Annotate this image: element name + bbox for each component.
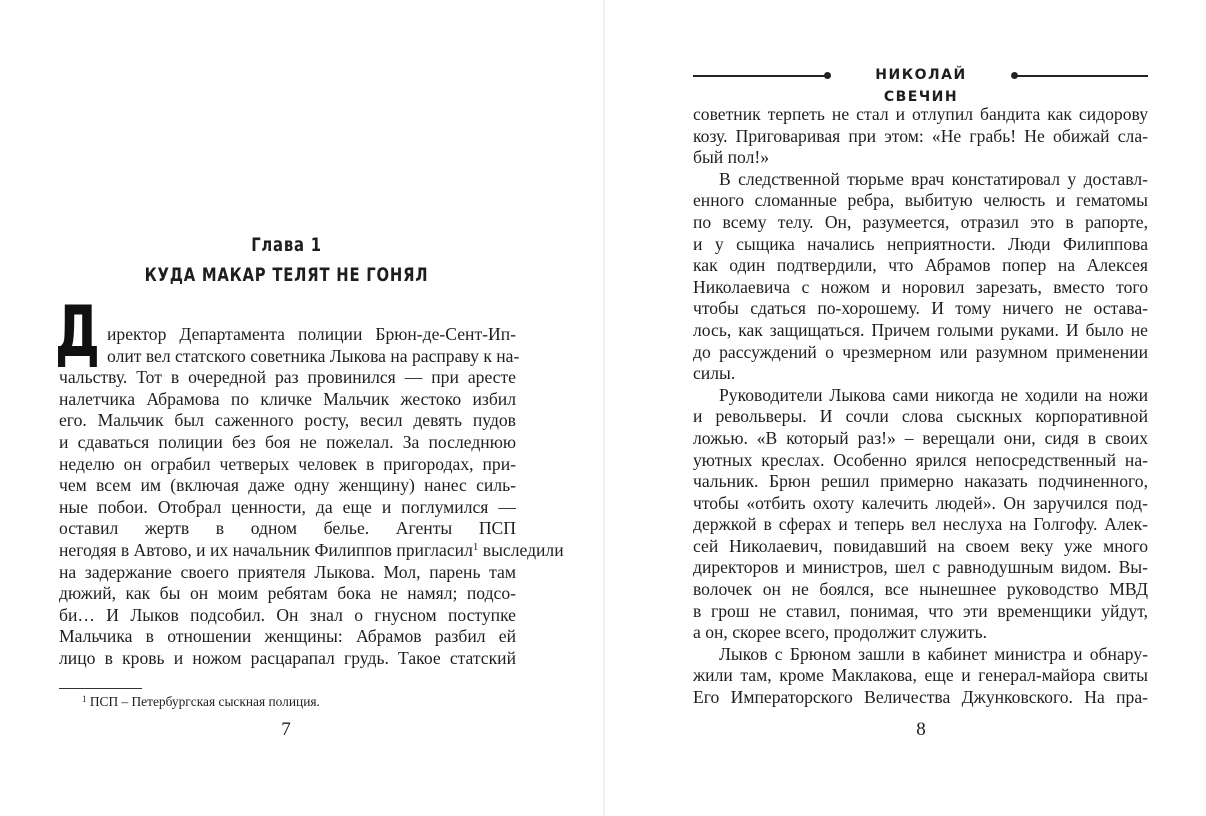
text-line: олит вел статского советника Лыкова на расправу к на- xyxy=(107,345,520,366)
text-line: волочек он не боялся, все нынешнее руководство МВД xyxy=(693,579,1148,600)
text-line: козу. Приговаривая при этом: «Не грабь! Не обижай сла- xyxy=(693,125,1148,146)
footnote-divider xyxy=(59,688,142,689)
text-line-with-footnote xyxy=(59,539,564,562)
text-line: ложью. «В который раз!» – верещали они, сидя в своих xyxy=(693,427,1148,448)
text-line: Его Императорского Величества Джунковского. На пра- xyxy=(693,687,1148,708)
text-line: до рассуждений о чрезмерном или разумном применении xyxy=(693,341,1148,362)
text-line: енного сломанные ребра, выбитую челюсть и гематомы xyxy=(693,190,1148,211)
text-line: его. Мальчик был саженного росту, весил девять пудов xyxy=(59,410,516,431)
text-line: неделю он ограбил четверых человек в пригородах, при- xyxy=(59,453,516,474)
chapter-title: КУДА МАКАР ТЕЛЯТ НЕ ГОНЯЛ xyxy=(144,264,429,286)
text-line: силы. xyxy=(693,363,736,384)
text-line: жили там, кроме Маклакова, еще и генерал-майора свиты xyxy=(693,665,1148,686)
drop-cap: Д xyxy=(55,291,100,373)
text-line: а он, скорее всего, продолжит служить. xyxy=(693,622,987,643)
text-line: чем всем им (включая даже одну женщину) нанес силь- xyxy=(59,475,516,496)
text-line: чальству. Тот в очередной раз провинился — при аресте xyxy=(59,367,516,388)
text-line: уютных креслах. Особенно ярился непосредственный на- xyxy=(693,449,1148,470)
text-line: оставил жертв в одном белье. Агенты ПСП xyxy=(59,518,516,539)
text-line: и у сыщика начались неприятности. Люди Филиппова xyxy=(693,233,1148,254)
text-line: чальник. Брюн решил примерно наказать подчиненного, xyxy=(693,471,1148,492)
right-body-text xyxy=(693,104,1148,709)
right-page xyxy=(605,0,1206,816)
text-line: дюжий, как бы он моим ребятам бока не намял; подсо- xyxy=(59,583,516,604)
text-line: как один подтвердили, что Абрамов попер на Алексея xyxy=(693,255,1148,276)
chapter-number: Глава 1 xyxy=(251,234,322,256)
text-line: и револьверы. И сочли слова сыскных корпоративной xyxy=(693,406,1148,427)
text-line: по всему телу. Он, разумеется, отразил это в рапорте, xyxy=(693,211,1148,232)
footnote xyxy=(82,693,320,711)
text-line: Лыков с Брюном зашли в кабинет министра и обнару- xyxy=(719,643,1148,664)
text-line: чтобы сдаться по-хорошему. И тому ничего не остава- xyxy=(693,298,1148,319)
header-rule-right xyxy=(1017,75,1148,77)
text-line: Мальчика в отношении женщины: Абрамов разбил ей xyxy=(59,626,516,647)
text-line: лось, как защищаться. Причем голыми руками. И было не xyxy=(693,319,1148,340)
text-line: сей Николаевич, повидавший на своем веку уже много xyxy=(693,535,1148,556)
text-line: держкой в сферах и теперь вел неслуха на Голгофу. Алек- xyxy=(693,514,1148,535)
text-line: чтобы «отбить охоту калечить людей». Он заручился под- xyxy=(693,492,1148,513)
text-line: советник терпеть не стал и отлупил бандита как сидорову xyxy=(693,104,1148,124)
header-dot-left xyxy=(824,72,831,79)
text-line: Руководители Лыкова сами никогда не ходили на ножи xyxy=(719,384,1148,405)
text-line: би… И Лыков подсобил. Он знал о гнусном поступке xyxy=(59,604,516,625)
left-body-text xyxy=(59,324,564,691)
text-line: налетчика Абрамова по кличке Мальчик жестоко избил xyxy=(59,388,516,409)
text-line: в грош не ставил, понимая, что эти временщики уйдут, xyxy=(693,600,1148,621)
page-number: 7 xyxy=(281,719,291,740)
footnote-ref[interactable]: 1 xyxy=(472,540,479,553)
text-line: на задержание своего приятеля Лыкова. Мол, парень там xyxy=(59,561,516,582)
header-rule-left xyxy=(693,75,825,77)
text-fragment: негодяя в Автово, и их начальник Филиппов пригласил xyxy=(59,539,473,560)
text-line: Николаевича с ножом и норовил зарезать, вместо того xyxy=(693,276,1148,297)
text-line: бый пол!» xyxy=(693,147,770,168)
page-number: 8 xyxy=(916,719,926,740)
text-line: ные побои. Отобрал ценности, да еще и поглумился — xyxy=(59,496,516,517)
text-line: лицо в кровь и ножом расцарапал грудь. Такое статский xyxy=(59,647,516,668)
footnote-text: ПСП – Петербургская сыскная полиция. xyxy=(86,694,320,709)
text-line: директоров и министров, шел с равнодушным видом. Вы- xyxy=(693,557,1148,578)
text-line: и сдаваться полиции без боя не пожелал. За последнюю xyxy=(59,431,516,452)
text-line: иректор Департамента полиции Брюн-де-Сент-Ип- xyxy=(107,324,516,344)
text-line: В следственной тюрьме врач констатировал у доставл- xyxy=(719,168,1148,189)
running-header: НИКОЛАЙ СВЕЧИН xyxy=(875,67,967,105)
footnote-marker: 1 xyxy=(82,694,87,704)
text-fragment: выследили xyxy=(478,539,564,560)
